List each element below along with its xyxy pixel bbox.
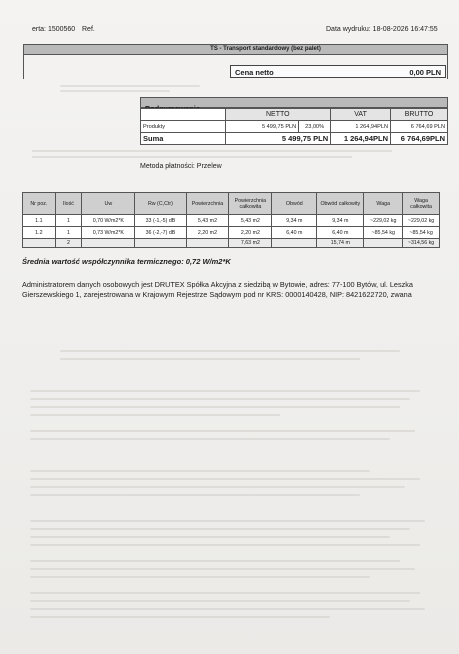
faint-line	[30, 430, 415, 432]
faint-line	[60, 350, 400, 352]
cell-rw: 36 (-2,-7) dB	[135, 227, 186, 239]
totals-qty: 2	[55, 239, 82, 248]
cell-area: 2,20 m2	[186, 227, 229, 239]
faint-line	[30, 486, 405, 488]
thermal-coefficient: Średnia wartość współczynnika termicznego: 0,72 W/m2*K	[22, 257, 231, 266]
faint-line	[30, 494, 360, 496]
totals-empty	[364, 239, 403, 248]
col-perimeter: Obwód	[272, 193, 317, 215]
faint-line	[30, 592, 420, 594]
cell-perimeter-total: 9,34 m	[317, 215, 364, 227]
faint-line	[30, 414, 280, 416]
faint-line	[30, 568, 415, 570]
gdpr-notice: Administratorem danych osobowych jest DRUTEX Spółka Akcyjna z siedzibą w Bytowie, adres: 77-100 Bytów, ul. Leszka Gierszewskiego 1, zarejestrowana w Krajowym Rejestrze Sądowym pod nr KRS: 0000140428, NIP: 8421622720, zwana	[22, 280, 413, 299]
faint-line	[60, 358, 360, 360]
totals-empty	[135, 239, 186, 248]
cell-area: 5,43 m2	[186, 215, 229, 227]
transport-bar	[23, 44, 448, 55]
transport-right-border	[447, 55, 448, 79]
cell-nr: 1.2	[23, 227, 56, 239]
faint-line	[30, 398, 410, 400]
cell-weight-total: ~85,54 kg	[403, 227, 440, 239]
faint-line	[32, 156, 352, 158]
offer-number: erta: 1500560	[32, 26, 76, 33]
ref-label: Ref.	[82, 26, 95, 33]
summary-col-netto: NETTO	[225, 109, 331, 121]
positions-header-row	[23, 193, 440, 215]
net-price-label: Cena netto	[235, 68, 274, 77]
totals-empty	[82, 239, 135, 248]
faint-line	[30, 560, 400, 562]
col-perimeter-total: Obwód całkowity	[317, 193, 364, 215]
faint-line	[30, 390, 420, 392]
col-weight: Waga	[364, 193, 403, 215]
cell-uw: 0,73 W/m2*K	[82, 227, 135, 239]
faint-line	[30, 470, 370, 472]
faint-line	[30, 438, 390, 440]
totals-area: 7,63 m2	[229, 239, 272, 248]
summary-row-label: Produkty	[141, 121, 226, 133]
summary-row-vat-rate: 23,00%	[299, 121, 331, 133]
summary-total-row	[141, 133, 448, 145]
cell-perimeter: 9,34 m	[272, 215, 317, 227]
faint-line	[30, 520, 425, 522]
cell-uw: 0,70 W/m2*K	[82, 215, 135, 227]
cell-qty: 1	[55, 215, 82, 227]
table-row	[23, 215, 440, 227]
summary-col-brutto: BRUTTO	[391, 109, 448, 121]
summary-total-brutto: 6 764,69PLN	[391, 133, 448, 145]
faint-line	[30, 608, 425, 610]
cell-qty: 1	[55, 227, 82, 239]
net-price-value: 0,00 PLN	[409, 68, 441, 77]
faint-line	[30, 536, 390, 538]
cell-weight-total: ~229,02 kg	[403, 215, 440, 227]
summary-total-vat: 1 264,94PLN	[331, 133, 391, 145]
col-area: Powierzchnia	[186, 193, 229, 215]
cell-area-total: 5,43 m2	[229, 215, 272, 227]
table-row	[23, 227, 440, 239]
cell-rw: 33 (-1,-5) dB	[135, 215, 186, 227]
faint-line	[30, 478, 420, 480]
summary-col-vat: VAT	[331, 109, 391, 121]
cell-area-total: 2,20 m2	[229, 227, 272, 239]
summary-header-bar	[140, 97, 448, 108]
summary-row	[141, 121, 448, 133]
transport-left-border	[23, 55, 24, 79]
faint-line	[60, 85, 200, 87]
cell-perimeter: 6,40 m	[272, 227, 317, 239]
summary-table	[140, 108, 448, 145]
col-rw: Rw (C,Ctr)	[135, 193, 186, 215]
summary-total-label: Suma	[141, 133, 226, 145]
faint-line	[30, 544, 420, 546]
faint-line	[30, 616, 330, 618]
faint-line	[30, 406, 400, 408]
summary-row-brutto: 6 764,69 PLN	[391, 121, 448, 133]
faint-line	[30, 576, 370, 578]
totals-empty	[272, 239, 317, 248]
col-qty: Ilość	[55, 193, 82, 215]
totals-weight: ~314,56 kg	[403, 239, 440, 248]
col-nr: Nr poz.	[23, 193, 56, 215]
cell-nr: 1.1	[23, 215, 56, 227]
summary-row-netto: 5 499,75 PLN	[225, 121, 299, 133]
positions-table	[22, 192, 440, 248]
summary-total-netto: 5 499,75 PLN	[225, 133, 331, 145]
faint-line	[30, 528, 410, 530]
table-totals-row	[23, 239, 440, 248]
faint-line	[32, 150, 392, 152]
col-weight-total: Waga całkowita	[403, 193, 440, 215]
faint-line	[30, 600, 410, 602]
totals-empty	[186, 239, 229, 248]
net-price-box	[230, 65, 446, 78]
faint-line	[60, 90, 170, 92]
totals-perimeter: 15,74 m	[317, 239, 364, 248]
cell-perimeter-total: 6,40 m	[317, 227, 364, 239]
cell-weight: ~85,54 kg	[364, 227, 403, 239]
col-area-total: Powierzchnia całkowita	[229, 193, 272, 215]
transport-title: TS - Transport standardowy (bez palet)	[210, 46, 321, 52]
summary-header-empty	[141, 109, 226, 121]
col-uw: Uw	[82, 193, 135, 215]
totals-empty	[23, 239, 56, 248]
payment-method: Metoda płatności: Przelew	[140, 163, 222, 170]
cell-weight: ~229,02 kg	[364, 215, 403, 227]
faint-text-block	[30, 330, 440, 640]
print-date: Data wydruku: 18-08-2026 16:47:55	[326, 26, 438, 33]
summary-row-vat: 1 264,94PLN	[331, 121, 391, 133]
